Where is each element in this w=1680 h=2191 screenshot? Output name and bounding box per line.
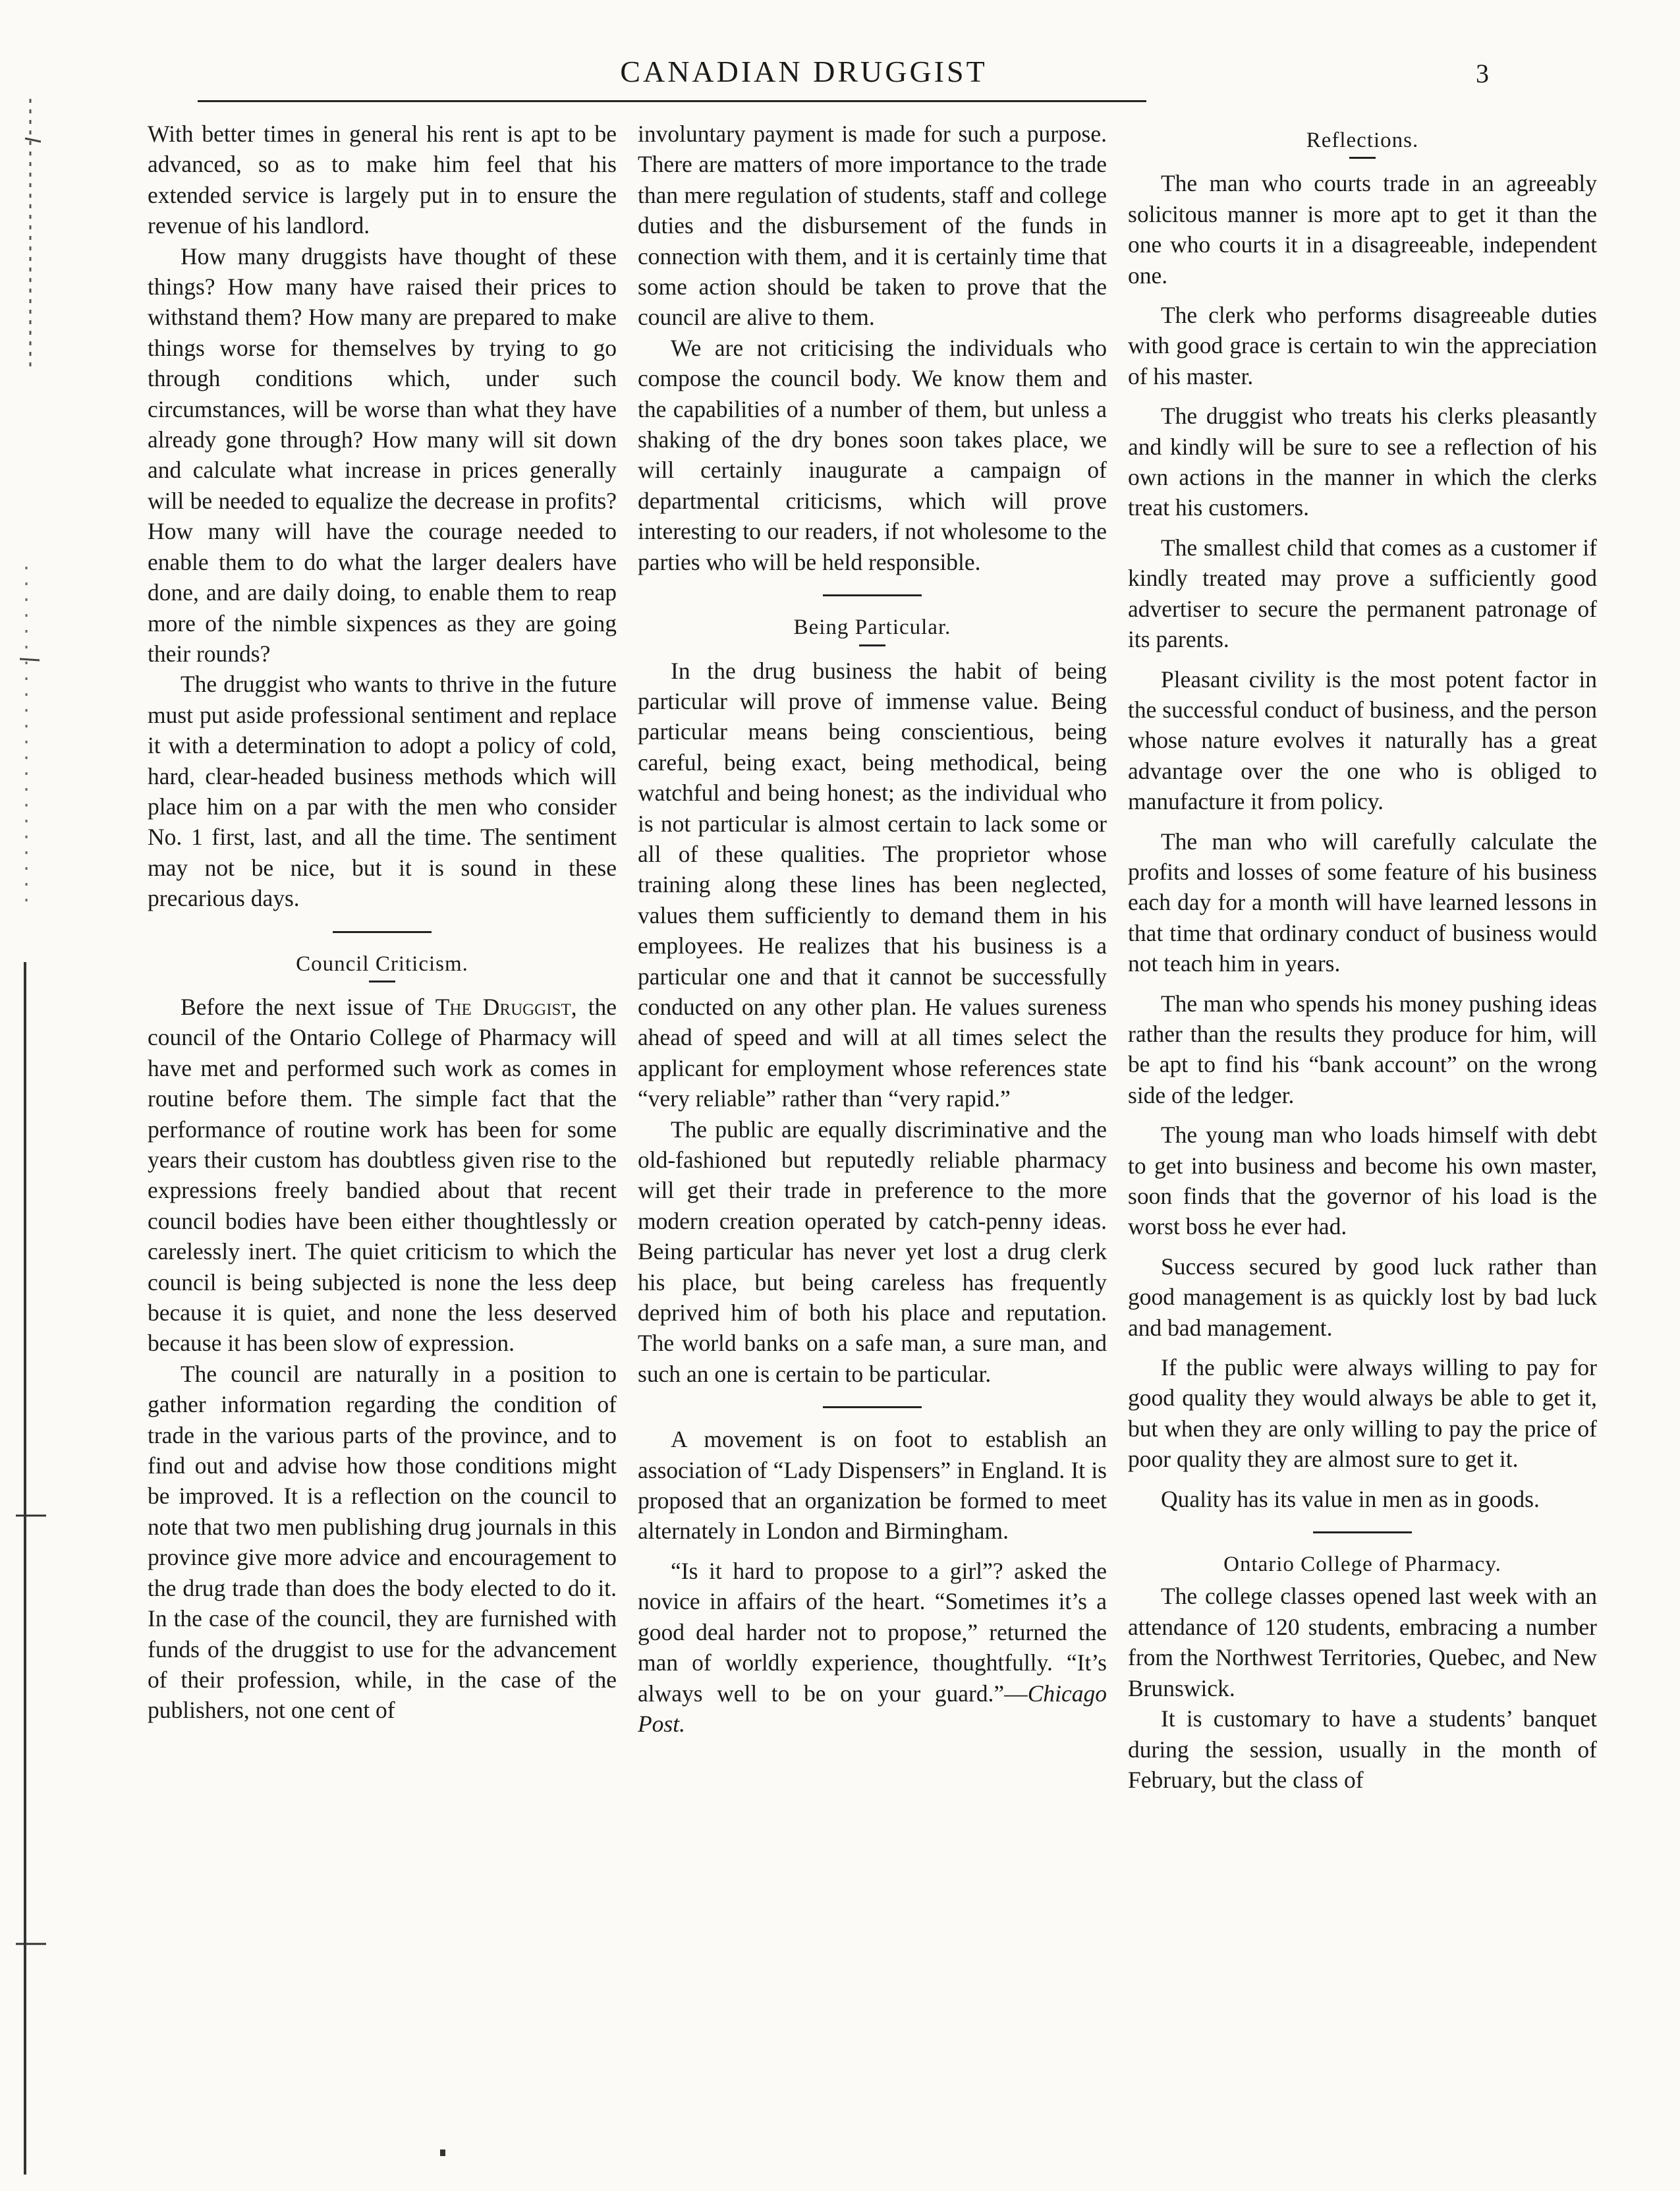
- heading-dash: [859, 644, 885, 646]
- column-3: [1128, 119, 1597, 1795]
- section-divider: [1313, 1531, 1412, 1533]
- paragraph: How many druggists have thought of these things? How many have raised their prices to withstand them? How many are prepared to make things worse for themselves by trying to go through conditions which, under such circumstances, will be worse than what they have already gone through? How many will sit down and calculate what increase in prices generally will be needed to equalize the decrease in profits? How many will have the courage needed to enable them to do what the larger dealers have done, and are daily doing, to enable them to reap more of the nimble sixpences as they are going their rounds?: [148, 242, 617, 667]
- paragraph: Pleasant civility is the most potent factor in the successful conduct of business, and the person whose nature evolves it naturally has a great advantage over the one who is obliged to manufacture it from policy.: [1128, 666, 1597, 815]
- paragraph: The college classes opened last week with an attendance of 120 students, embracing a number from the Northwest Territories, Quebec, and New Brunswick.: [1128, 1583, 1597, 1701]
- paragraph: The public are equally discriminative and the old-fashioned but reputedly reliable pharmacy will get their trade in preference to the more modern creation operated by catch-penny ideas. Being particular has never yet lost a drug clerk his place, but being careless has frequently deprived him of both his place and reputation. The world banks on a safe man, a sure man, and such an one is certain to be particular.: [638, 1116, 1107, 1387]
- paragraph: The young man who loads himself with debt to get into business and become his own master, soon finds that the governor of his load is the worst boss he ever had.: [1128, 1122, 1597, 1240]
- section-divider: [333, 931, 432, 933]
- paragraph: The man who spends his money pushing ideas rather than the results they produce for him, will be apt to find his “bank account” on the wrong side of the ledger.: [1128, 990, 1597, 1108]
- paragraph: It is customary to have a students’ banquet during the session, usually in the month of February, but the class of: [1128, 1705, 1597, 1793]
- paragraph: Success secured by good luck rather than good management is as quickly lost by bad luck and bad management.: [1128, 1253, 1597, 1341]
- paragraph: involuntary payment is made for such a purpose. There are matters of more importance to the trade than mere regulation of students, staff and college duties and the disbursement of the funds in connection with them, and it is certainly time that some action should be taken to prove that the council are alive to them.: [638, 121, 1107, 331]
- paragraph: The council are naturally in a position to gather information regarding the condition of trade in the various parts of the province, and to find out and advise how those conditions might be improved. It is a reflection on the council to note that two men publishing drug journals in this province give more advice and encouragement to the drug trade than does the body elected to do it. In the case of the council, they are furnished with funds of the druggist to use for the advancement of their profession, while, in the case of the publishers, not one cent of: [148, 1360, 617, 1724]
- paragraph: The smallest child that comes as a customer if kindly treated may prove a sufficiently good advertiser to secure the permanent patronage of its parents.: [1128, 534, 1597, 653]
- section-divider: [823, 594, 922, 596]
- column-2: [638, 119, 1107, 1739]
- paragraph: If the public were always willing to pay for good quality they would always be able to get it, but when they are only willing to pay the price of poor quality they are almost sure to get it.: [1128, 1354, 1597, 1473]
- heading-dash: [369, 981, 395, 982]
- paragraph: [638, 1556, 1107, 1739]
- paragraph: In the drug business the habit of being particular will prove of immense value. Being particular means being conscientious, being careful, being exact, being methodical, being watchful and being honest; as the individual who is not particular is almost certain to lack some or all of these qualities. The proprietor whose training along these lines has been neglected, values them sufficiently to demand them in his employees. He realizes that his business is a particular one and that it cannot be successfully conducted on any other plan. He values sureness ahead of speed and will at all times select the applicant for employment whose references state “very reliable” rather than “very rapid.”: [638, 657, 1107, 1112]
- heading-being-particular: Being Particular.: [793, 615, 951, 640]
- header-rule: [198, 100, 1146, 102]
- heading-reflections: Reflections.: [1306, 128, 1419, 152]
- journal-name: The Druggist: [435, 993, 571, 1020]
- paragraph: We are not criticising the individuals who compose the council body. We know them and the capabilities of a number of them, but unless a shaking of the dry bones soon takes place, we will certainly inaugurate a campaign of departmental criticisms, which will prove interesting to our readers, if not wholesome to the parties who will be held responsible.: [638, 334, 1107, 575]
- paragraph: The clerk who performs disagreeable duties with good grace is certain to win the appreciation of his master.: [1128, 302, 1597, 389]
- paragraph: The druggist who wants to thrive in the future must put aside professional sentiment and replace it with a determination to adopt a policy of cold, hard, clear-headed business methods which will place him on a par with the men who consider No. 1 first, last, and all the time. The sentiment may not be nice, but it is sound in these precarious days.: [148, 671, 617, 912]
- left-margin-scan-marks: [0, 0, 99, 2188]
- paragraph-text: Before the next issue of: [181, 993, 435, 1020]
- heading-dash: [1349, 157, 1376, 159]
- quote-source: Chicago Post.: [638, 1680, 1107, 1737]
- paragraph: The druggist who treats his clerks pleasantly and kindly will be sure to see a reflection of his own actions in the manner in which the clerks treat his customers.: [1128, 403, 1597, 521]
- paragraph: With better times in general his rent is apt to be advanced, so as to make him feel that his extended service is largely put in to ensure the revenue of his landlord.: [148, 121, 617, 239]
- paragraph-text: , the council of the Ontario College of Pharmacy will have met and performed such work as comes in routine before them. The simple fact that the performance of routine work has been for some years their custom has doubtless given rise to the expressions freely bandied about that recent council bodies have been either thoughtlessly or carelessly inert. The quiet criticism to which the council is being subjected is none the less deep because it is quiet, and none the less deserved because it has been slow of expression.: [148, 993, 617, 1357]
- paragraph: [148, 992, 617, 1359]
- paragraph-text: “Is it hard to propose to a girl”? asked the novice in affairs of the heart. “Sometimes it’s a good deal harder not to propose,” returned the man of worldly experience, thoughtfully. “It’s always well to be on your guard.”—: [638, 1557, 1107, 1707]
- paragraph: A movement is on foot to establish an association of “Lady Dispensers” in England. It is proposed that an organization be formed to meet alternately in London and Birmingham.: [638, 1426, 1107, 1545]
- column-1: [148, 119, 617, 1726]
- bottom-ink-mark: [440, 2149, 445, 2156]
- page-header: [198, 49, 1489, 101]
- page-number: 3: [1476, 59, 1489, 88]
- section-divider: [823, 1406, 922, 1408]
- heading-ontario-college: Ontario College of Pharmacy.: [1223, 1552, 1501, 1577]
- running-title: CANADIAN DRUGGIST: [620, 55, 988, 88]
- paragraph: Quality has its value in men as in goods.: [1161, 1485, 1540, 1512]
- paragraph: The man who courts trade in an agreeably solicitous manner is more apt to get it than the one who courts it in a disagreeable, independent one.: [1128, 170, 1597, 289]
- heading-council-criticism: Council Criticism.: [296, 952, 468, 976]
- paragraph: The man who will carefully calculate the profits and losses of some feature of his business each day for a month will have learned lessons in that time that ordinary conduct of business would not teach him in years.: [1128, 828, 1597, 977]
